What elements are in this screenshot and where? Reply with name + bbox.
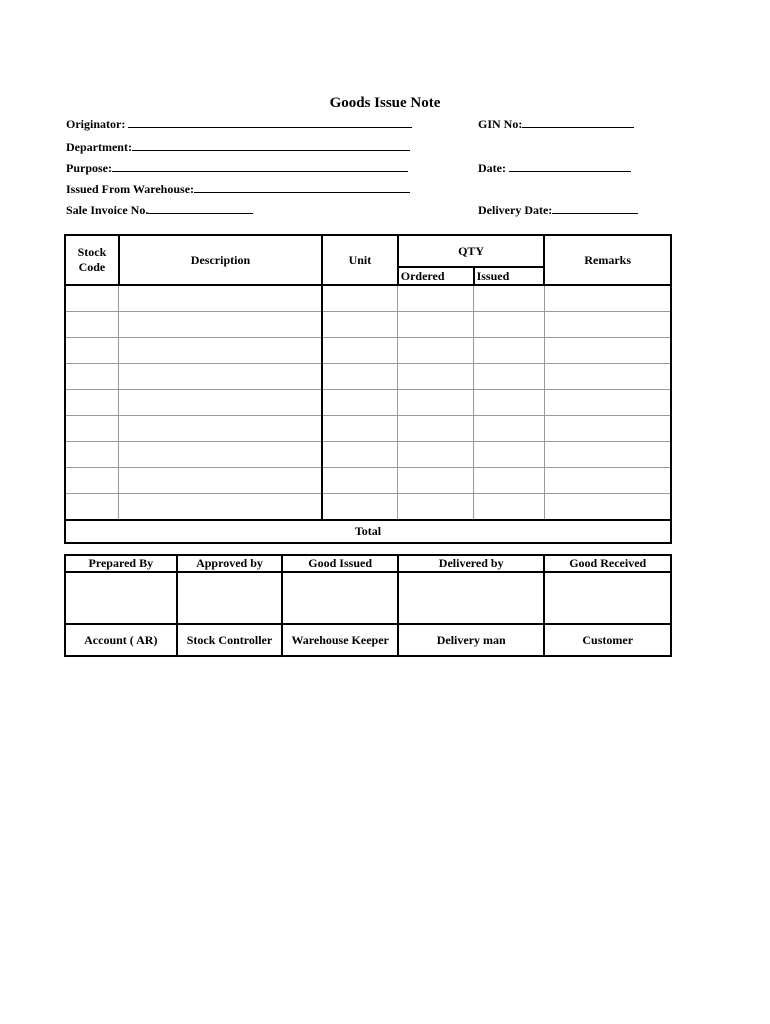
ordered-cell[interactable] (398, 416, 474, 442)
delivered-by-signature-box[interactable] (398, 572, 544, 624)
stock-code-header-line1: Stock (77, 245, 107, 259)
prepared-by-signature-box[interactable] (65, 572, 177, 624)
total-label: Total (65, 520, 671, 543)
ordered-cell[interactable] (398, 364, 474, 390)
table-row (65, 312, 671, 338)
unit-cell[interactable] (322, 338, 398, 364)
table-row (65, 338, 671, 364)
description-cell[interactable] (119, 364, 322, 390)
approved-by-signature-box[interactable] (177, 572, 283, 624)
gin-no-field[interactable] (478, 117, 634, 132)
stock-code-cell[interactable] (65, 338, 119, 364)
stock-code-header-line2: Code (78, 260, 106, 274)
issued-cell[interactable] (474, 390, 545, 416)
table-row (65, 416, 671, 442)
originator-field[interactable] (66, 117, 412, 132)
table-row (65, 494, 671, 521)
remarks-cell[interactable] (544, 338, 671, 364)
sale-invoice-label: Sale Invoice No. (66, 203, 149, 217)
table-row (65, 468, 671, 494)
unit-cell[interactable] (322, 494, 398, 521)
delivery-date-field[interactable] (478, 203, 638, 218)
issued-cell[interactable] (474, 468, 545, 494)
date-label: Date: (478, 161, 506, 175)
stock-code-cell[interactable] (65, 416, 119, 442)
stock-code-cell[interactable] (65, 442, 119, 468)
remarks-cell[interactable] (544, 364, 671, 390)
ordered-cell[interactable] (398, 312, 474, 338)
unit-cell[interactable] (322, 312, 398, 338)
unit-cell[interactable] (322, 364, 398, 390)
signature-header-row (65, 555, 671, 572)
issued-cell[interactable] (474, 416, 545, 442)
stock-controller-role: Stock Controller (177, 624, 283, 656)
good-issued-signature-box[interactable] (282, 572, 398, 624)
unit-cell[interactable] (322, 285, 398, 312)
department-label: Department: (66, 140, 132, 154)
stock-code-cell[interactable] (65, 312, 119, 338)
description-header: Description (119, 235, 322, 285)
prepared-by-header: Prepared By (65, 555, 177, 572)
description-cell[interactable] (119, 338, 322, 364)
issued-cell[interactable] (474, 285, 545, 312)
unit-cell[interactable] (322, 468, 398, 494)
stock-code-cell[interactable] (65, 494, 119, 521)
issued-from-warehouse-label: Issued From Warehouse: (66, 182, 195, 196)
description-cell[interactable] (119, 416, 322, 442)
good-received-header: Good Received (544, 555, 671, 572)
sale-invoice-line (148, 203, 253, 214)
purpose-field[interactable] (66, 161, 408, 176)
department-field[interactable] (66, 140, 410, 155)
stock-code-cell[interactable] (65, 285, 119, 312)
ordered-cell[interactable] (398, 468, 474, 494)
description-cell[interactable] (119, 494, 322, 521)
ordered-cell[interactable] (398, 338, 474, 364)
unit-header: Unit (322, 235, 398, 285)
description-cell[interactable] (119, 390, 322, 416)
issued-cell[interactable] (474, 494, 545, 521)
issued-header: Issued (474, 267, 545, 285)
description-cell[interactable] (119, 285, 322, 312)
originator-label: Originator: (66, 117, 126, 131)
ordered-header: Ordered (398, 267, 474, 285)
description-cell[interactable] (119, 442, 322, 468)
purpose-line (112, 161, 408, 172)
ordered-cell[interactable] (398, 442, 474, 468)
delivery-man-role: Delivery man (398, 624, 544, 656)
issued-cell[interactable] (474, 364, 545, 390)
ordered-cell[interactable] (398, 390, 474, 416)
items-header-row (65, 235, 671, 267)
date-line (509, 161, 631, 172)
ordered-cell[interactable] (398, 285, 474, 312)
signature-role-row (65, 624, 671, 656)
originator-line (128, 117, 412, 128)
sale-invoice-field[interactable] (66, 203, 253, 218)
qty-header: QTY (398, 235, 545, 267)
remarks-cell[interactable] (544, 442, 671, 468)
table-row (65, 390, 671, 416)
account-ar-role: Account ( AR) (65, 624, 177, 656)
customer-role: Customer (544, 624, 671, 656)
delivery-date-label: Delivery Date: (478, 203, 553, 217)
issued-from-warehouse-line (194, 182, 410, 193)
stock-code-cell[interactable] (65, 364, 119, 390)
remarks-cell[interactable] (544, 312, 671, 338)
remarks-cell[interactable] (544, 494, 671, 521)
issued-cell[interactable] (474, 442, 545, 468)
unit-cell[interactable] (322, 416, 398, 442)
items-table (64, 234, 672, 544)
gin-no-line (522, 117, 634, 128)
issued-from-warehouse-field[interactable] (66, 182, 410, 197)
remarks-cell[interactable] (544, 468, 671, 494)
description-cell[interactable] (119, 468, 322, 494)
department-line (132, 140, 410, 151)
total-row (65, 520, 671, 543)
good-issued-header: Good Issued (282, 555, 398, 572)
table-row (65, 285, 671, 312)
stock-code-cell[interactable] (65, 468, 119, 494)
unit-cell[interactable] (322, 390, 398, 416)
table-row (65, 442, 671, 468)
remarks-cell[interactable] (544, 285, 671, 312)
document-title: Goods Issue Note (329, 95, 441, 111)
approved-by-header: Approved by (177, 555, 283, 572)
stock-code-cell[interactable] (65, 390, 119, 416)
ordered-cell[interactable] (398, 494, 474, 521)
purpose-label: Purpose: (66, 161, 112, 175)
date-field[interactable] (478, 161, 631, 176)
table-row (65, 364, 671, 390)
good-received-signature-box[interactable] (544, 572, 671, 624)
delivery-date-line (552, 203, 638, 214)
issued-cell[interactable] (474, 312, 545, 338)
unit-cell[interactable] (322, 442, 398, 468)
remarks-cell[interactable] (544, 390, 671, 416)
remarks-cell[interactable] (544, 416, 671, 442)
signature-blank-row (65, 572, 671, 624)
description-cell[interactable] (119, 312, 322, 338)
stock-code-header (65, 235, 119, 285)
delivered-by-header: Delivered by (398, 555, 544, 572)
signatures-table (64, 554, 672, 657)
gin-no-label: GIN No: (478, 117, 523, 131)
warehouse-keeper-role: Warehouse Keeper (282, 624, 398, 656)
issued-cell[interactable] (474, 338, 545, 364)
remarks-header: Remarks (544, 235, 671, 285)
